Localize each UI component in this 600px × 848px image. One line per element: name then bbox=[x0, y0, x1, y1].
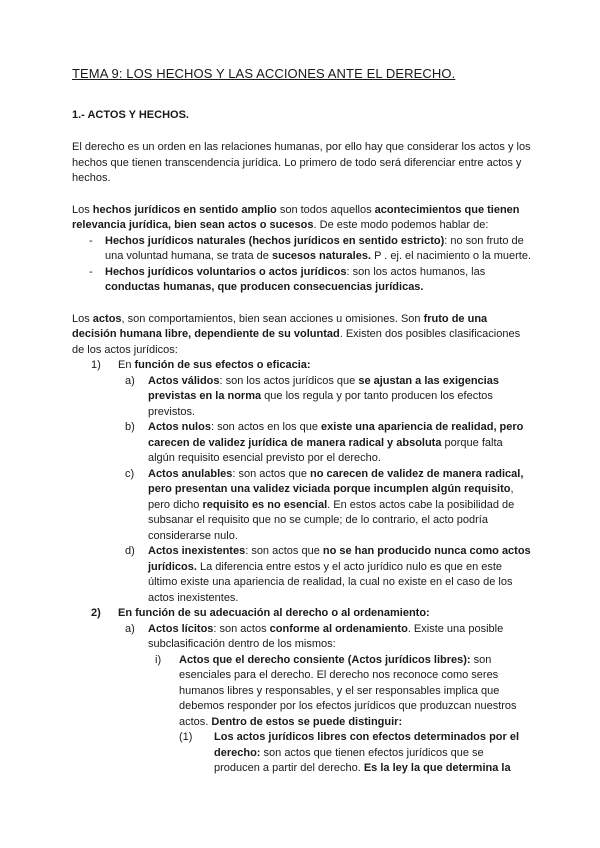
list-item: c) Actos anulables: son actos que no carecen de validez de manera radical, pero presentan una validez viciada porque incumplen algún requisito, pero dicho requisito es no esencial. En estos actos cabe la posibilidad de subsanar el requisito que no se cumple; de lo contrario, el acto podría considerarse nulo. bbox=[125, 467, 524, 542]
list-letter: a) bbox=[125, 622, 135, 635]
classification-efectos: 1) En función de sus efectos o eficacia: bbox=[72, 358, 532, 374]
list-roman: i) bbox=[155, 653, 162, 666]
list-item: - Hechos jurídicos voluntarios o actos jurídicos: son los actos humanos, las conductas humanas, que producen consecuencias jurídicas. bbox=[89, 265, 486, 293]
hechos-paragraph: Los hechos jurídicos en sentido amplio son todos aquellos acontecimientos que tienen relevancia jurídica, bien sean actos o sucesos. De este modo podemos hablar de: bbox=[72, 203, 520, 231]
list-number: 2) bbox=[91, 607, 101, 619]
list-item: a) Actos lícitos: son actos conforme al ordenamiento. Existe una posible subclasificación dentro de los mismos: bbox=[125, 622, 504, 650]
document-page bbox=[72, 66, 532, 777]
list-item: (1) Los actos jurídicos libres con efectos determinados por el derecho: son actos que tienen efectos jurídicos que se producen a partir del derecho. Es la ley la que determina la bbox=[179, 731, 520, 774]
document-title: TEMA 9: LOS HECHOS Y LAS ACCIONES ANTE EL DERECHO. bbox=[72, 66, 456, 81]
list-letter: c) bbox=[125, 467, 135, 480]
intro-paragraph: El derecho es un orden en las relaciones humanas, por ello hay que considerar los actos y los hechos que tienen transcendencia jurídica. Lo primero de todo será diferenciar entre actos y hechos. bbox=[72, 141, 531, 184]
list-letter: b) bbox=[125, 421, 135, 433]
classification-adecuacion: 2) En función de su adecuación al derecho o al ordenamiento: bbox=[72, 606, 532, 622]
list-item: b) Actos nulos: son actos en los que existe una apariencia de realidad, pero carecen de validez jurídica de manera radical y absoluta porque falta algún requisito esencial previsto por el derecho. bbox=[125, 421, 524, 464]
list-letter: d) bbox=[125, 545, 135, 557]
list-number: (1) bbox=[179, 731, 193, 743]
list-item: a) Actos válidos: son los actos jurídicos que se ajustan a las exigencias previstas en la norma que los regula y por tanto producen los efectos previstos. bbox=[125, 374, 499, 418]
list-bullet: - bbox=[89, 265, 93, 278]
list-number: 1) bbox=[91, 359, 101, 371]
list-item: d) Actos inexistentes: son actos que no se han producido nunca como actos jurídicos. La diferencia entre estos y el acto jurídico nulo es que en este último existe una apariencia de realidad, la cual no existe en el caso de los actos inexistentes. bbox=[125, 545, 531, 604]
list-letter: a) bbox=[125, 374, 135, 387]
list-item: i) Actos que el derecho consiente (Actos jurídicos libres): son esenciales para el derecho. El derecho nos reconoce como seres humanos libres y responsables, y el ser responsables implica que debemos responder por los efectos jurídicos que produzcan nuestros actos. Dentro de estos se puede distinguir: bbox=[155, 653, 517, 728]
section-heading: 1.- ACTOS Y HECHOS. bbox=[72, 108, 189, 121]
list-bullet: - bbox=[89, 234, 93, 247]
list-item: - Hechos jurídicos naturales (hechos jurídicos en sentido estricto): no son fruto de una voluntad humana, se trata de sucesos naturales. P . ej. el nacimiento o la muerte. bbox=[89, 234, 532, 262]
actos-paragraph: Los actos, son comportamientos, bien sean acciones u omisiones. Son fruto de una decisión humana libre, dependiente de su voluntad. Existen dos posibles clasificaciones de los actos jurídicos: bbox=[72, 312, 521, 356]
